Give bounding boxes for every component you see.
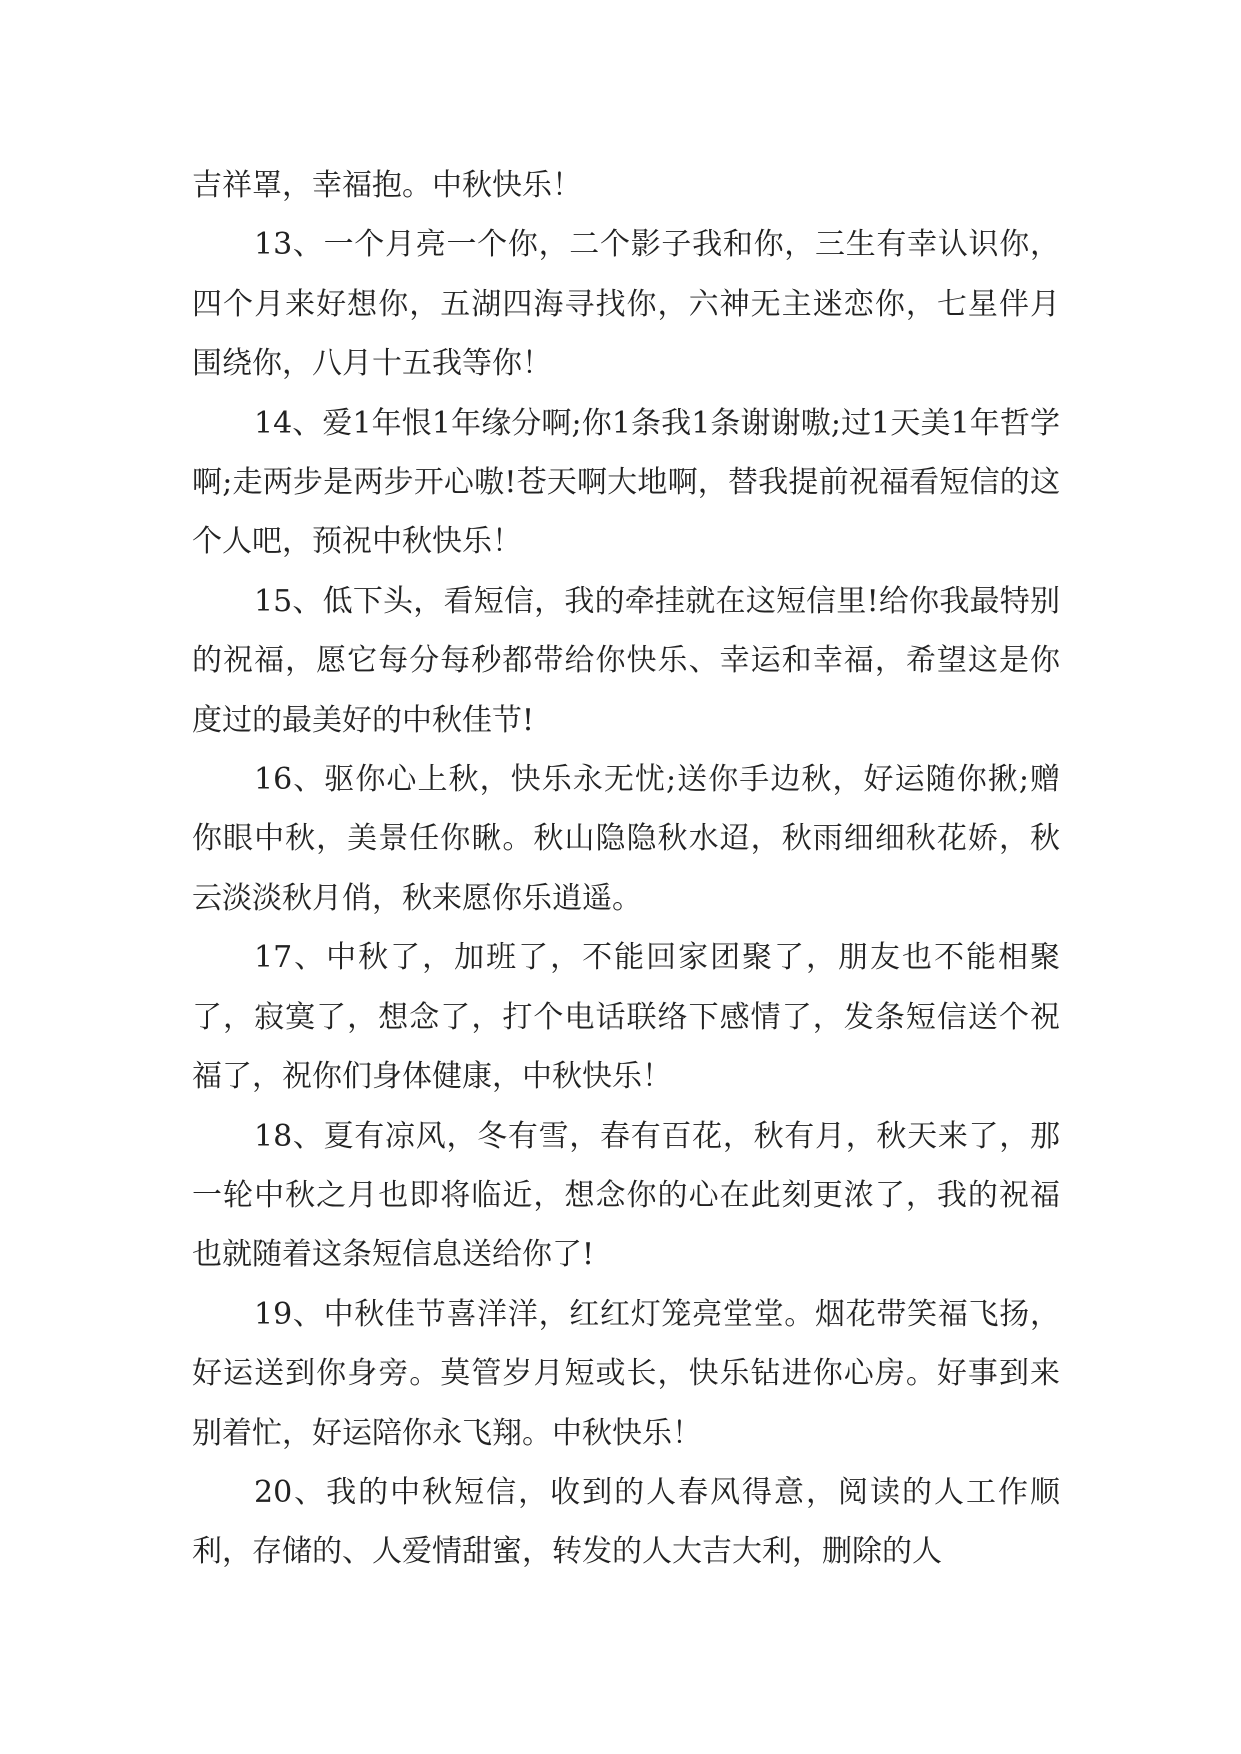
paragraph-14: 14、爱1年恨1年缘分啊;你1条我1条谢谢嗷;过1天美1年哲学啊;走两步是两步开心嗷!苍天啊大地啊，替我提前祝福看短信的这个人吧，预祝中秋快乐！ <box>192 405 1060 560</box>
paragraph-18: 18、夏有凉风，冬有雪，春有百花，秋有月，秋天来了，那一轮中秋之月也即将临近，想念你的心在此刻更浓了，我的祝福也就随着这条短信息送给你了! <box>192 1118 1060 1273</box>
document-body <box>192 156 1060 1582</box>
paragraph-continuation: 吉祥罩，幸福抱。中秋快乐！ <box>192 168 582 203</box>
paragraph-20: 20、我的中秋短信，收到的人春风得意，阅读的人工作顺利，存储的、人爱情甜蜜，转发的人大吉大利，删除的人 <box>192 1474 1060 1570</box>
paragraph-16: 16、驱你心上秋，快乐永无忧;送你手边秋，好运随你揪;赠你眼中秋，美景任你瞅。秋山隐隐秋水迢，秋雨细细秋花娇，秋云淡淡秋月俏，秋来愿你乐逍遥。 <box>192 762 1060 916</box>
paragraph-19: 19、中秋佳节喜洋洋，红红灯笼亮堂堂。烟花带笑福飞扬，好运送到你身旁。莫管岁月短或长，快乐钻进你心房。好事到来别着忙，好运陪你永飞翔。中秋快乐！ <box>192 1296 1060 1451</box>
paragraph-13: 13、一个月亮一个你，二个影子我和你，三生有幸认识你，四个月来好想你，五湖四海寻找你，六神无主迷恋你，七星伴月围绕你，八月十五我等你！ <box>192 227 1060 382</box>
paragraph-17: 17、中秋了，加班了，不能回家团聚了，朋友也不能相聚了，寂寞了，想念了，打个电话联络下感情了，发条短信送个祝福了，祝你们身体健康，中秋快乐！ <box>192 940 1060 1095</box>
paragraph-15: 15、低下头，看短信，我的牵挂就在这短信里!给你我最特别的祝福，愿它每分每秒都带给你快乐、幸运和幸福，希望这是你度过的最美好的中秋佳节! <box>192 583 1060 738</box>
